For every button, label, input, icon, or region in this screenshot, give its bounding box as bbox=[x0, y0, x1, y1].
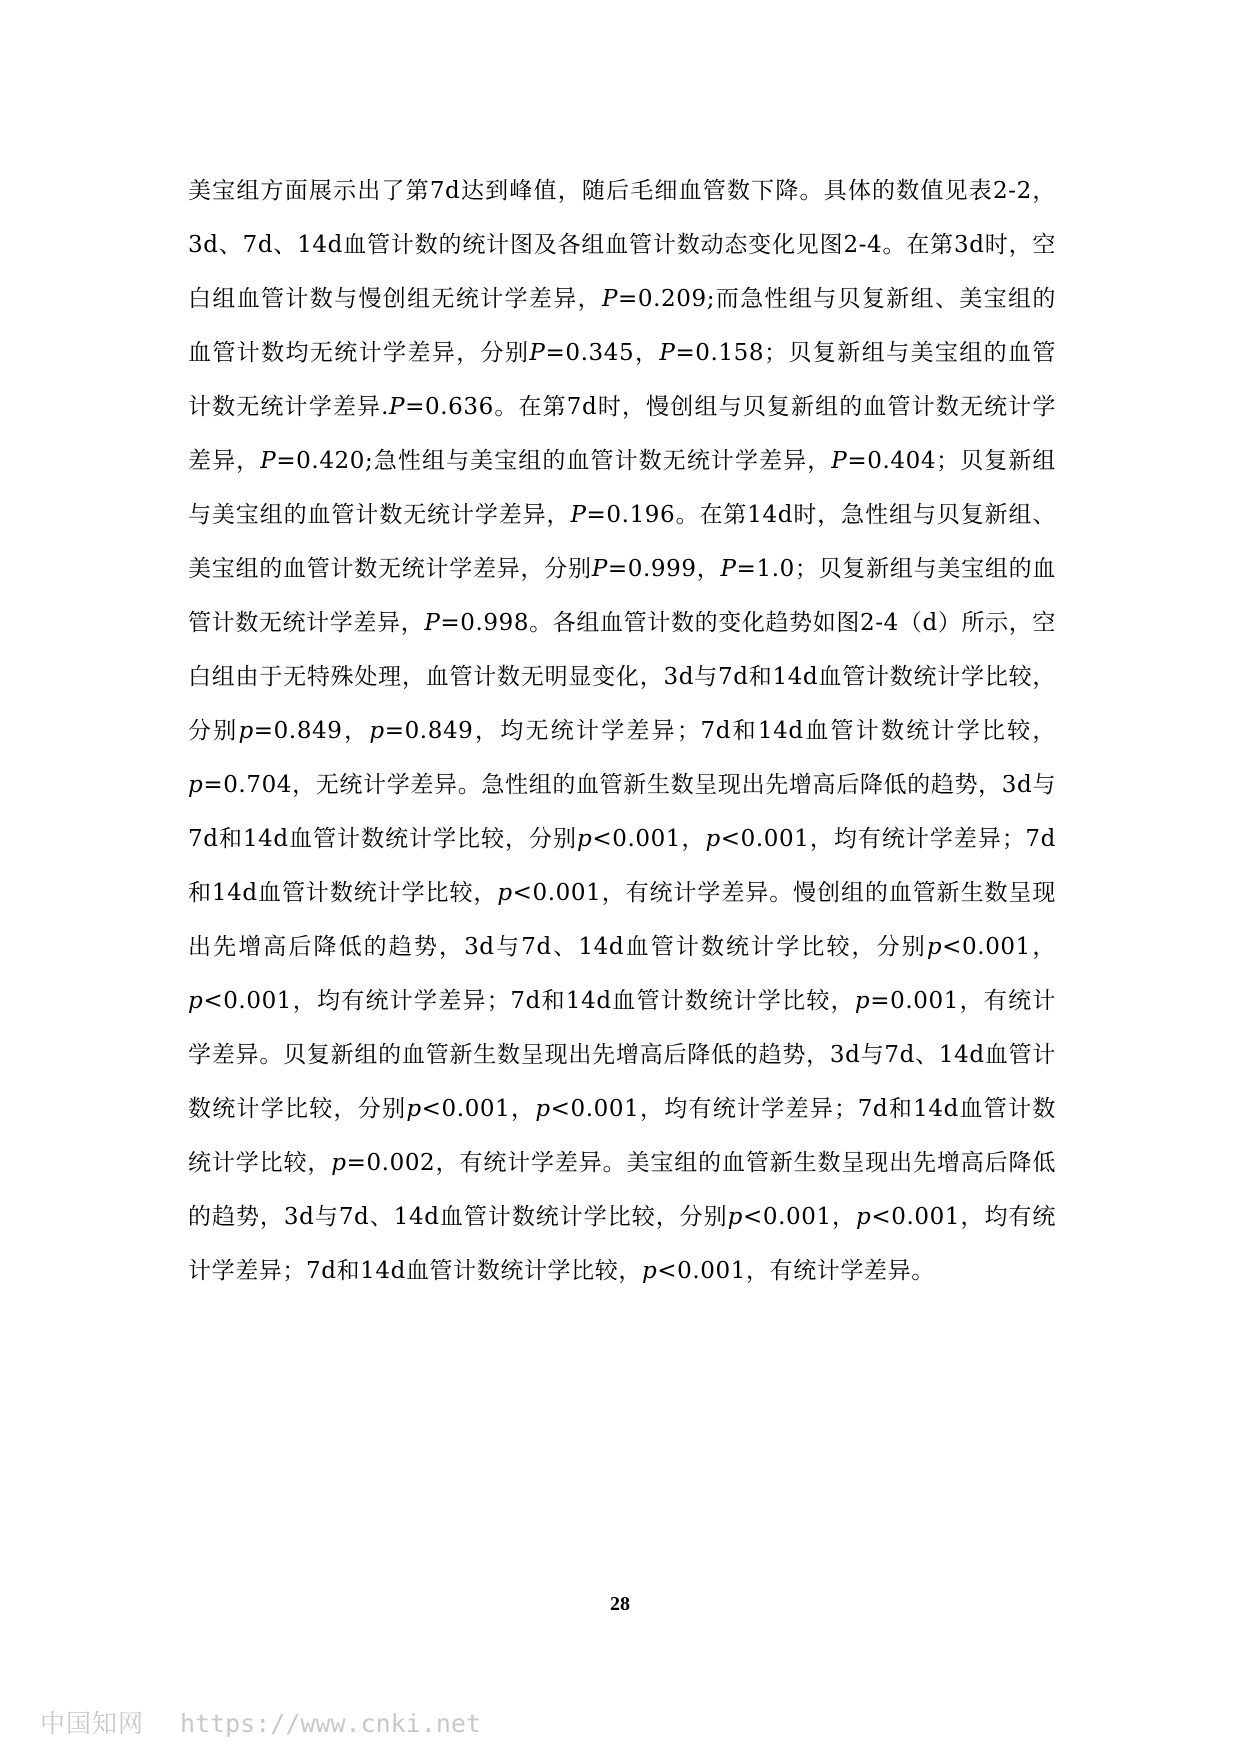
text-segment: =0.209;而急性组与贝复新组、美宝组的血管计数均无统计学差异，分别 bbox=[188, 286, 1056, 366]
p-value-symbol: P bbox=[570, 502, 587, 528]
p-value-symbol: P bbox=[529, 340, 546, 366]
text-segment: =0.158；贝复新组与美宝组的血管计数无统计学差异. bbox=[188, 340, 1056, 420]
p-value-symbol: P bbox=[831, 448, 848, 474]
text-segment: <0.001，均有统计学差异；7d和14d血管计数统计学比较， bbox=[188, 1204, 1057, 1284]
text-segment: <0.001， bbox=[742, 1204, 857, 1230]
text-segment: =0.001，有统计学差异。贝复新组的血管新生数呈现出先增高后降低的趋势，3d与7d、14d血管计数统计学比较，分别 bbox=[188, 988, 1057, 1122]
p-value-symbol: P bbox=[260, 448, 277, 474]
text-segment: 美宝组方面展示出了第7d达到峰值，随后毛细血管数下降。具体的数值见表2-2，3d、7d、14d血管计数的统计图及各组血管计数动态变化见图2-4。在第3d时，空白组血管计数与慢创组无统计学差异， bbox=[188, 178, 1056, 312]
text-segment: =0.999， bbox=[607, 556, 721, 582]
text-segment: =1.0；贝复新组与美宝组的血管计数无统计学差异， bbox=[188, 556, 1056, 636]
text-segment: <0.001， bbox=[592, 826, 706, 852]
text-segment: =0.849，均无统计学差异；7d和14d血管计数统计学比较， bbox=[384, 718, 1056, 744]
text-segment: =0.636。在第7d时，慢创组与贝复新组的血管计数无统计学差异， bbox=[188, 394, 1056, 474]
text-segment: <0.001，均有统计学差异；7d和14d血管计数统计学比较， bbox=[188, 1096, 1056, 1176]
p-value-symbol: p bbox=[535, 1096, 551, 1122]
text-segment: =0.002，有统计学差异。美宝组的血管新生数呈现出先增高后降低的趋势，3d与7d、14d血管计数统计学比较，分别 bbox=[188, 1150, 1056, 1230]
p-value-symbol: P bbox=[591, 556, 608, 582]
p-value-symbol: P bbox=[389, 394, 406, 420]
page-number: 28 bbox=[610, 1593, 630, 1615]
p-value-symbol: p bbox=[238, 718, 254, 744]
p-value-symbol: P bbox=[720, 556, 737, 582]
p-value-symbol: p bbox=[577, 826, 593, 852]
text-segment: <0.001，有统计学差异。 bbox=[657, 1258, 935, 1284]
text-segment: <0.001， bbox=[942, 934, 1056, 960]
p-value-symbol: p bbox=[188, 772, 204, 798]
body-paragraph bbox=[188, 164, 1056, 1298]
text-segment: =0.998。各组血管计数的变化趋势如图2-4（d）所示，空白组由于无特殊处理，血管计数无明显变化，3d与7d和14d血管计数统计学比较，分别 bbox=[188, 610, 1056, 744]
p-value-symbol: p bbox=[854, 988, 871, 1014]
watermark-brand: 中国知网 bbox=[40, 1709, 145, 1738]
p-value-symbol: p bbox=[406, 1096, 422, 1122]
p-value-symbol: p bbox=[727, 1204, 743, 1230]
text-segment: <0.001，均有统计学差异；7d和14d血管计数统计学比较， bbox=[203, 988, 855, 1014]
p-value-symbol: p bbox=[926, 934, 943, 960]
text-segment: =0.704，无统计学差异。急性组的血管新生数呈现出先增高后降低的趋势，3d与7d和14d血管计数统计学比较，分别 bbox=[188, 772, 1056, 852]
p-value-symbol: p bbox=[497, 880, 513, 906]
text-segment: <0.001， bbox=[421, 1096, 536, 1122]
p-value-symbol: p bbox=[705, 826, 721, 852]
text-segment: =0.849， bbox=[253, 718, 370, 744]
p-value-symbol: p bbox=[641, 1258, 658, 1284]
p-value-symbol: P bbox=[424, 610, 441, 636]
watermark-url: https://www.cnki.net bbox=[179, 1709, 481, 1738]
p-value-symbol: P bbox=[601, 286, 619, 312]
cnki-watermark bbox=[40, 1704, 481, 1740]
text-segment: <0.001，均有统计学差异；7d和14d血管计数统计学比较， bbox=[188, 826, 1056, 906]
p-value-symbol: p bbox=[188, 988, 204, 1014]
text-segment: <0.001，有统计学差异。慢创组的血管新生数呈现出先增高后降低的趋势，3d与7d、14d血管计数统计学比较，分别 bbox=[188, 880, 1056, 960]
p-value-symbol: p bbox=[369, 718, 385, 744]
p-value-symbol: P bbox=[659, 340, 676, 366]
text-segment: =0.420;急性组与美宝组的血管计数无统计学差异， bbox=[276, 448, 832, 474]
p-value-symbol: p bbox=[856, 1204, 872, 1230]
text-segment: =0.404；贝复新组与美宝组的血管计数无统计学差异， bbox=[188, 448, 1056, 528]
text-segment: =0.196。在第14d时，急性组与贝复新组、美宝组的血管计数无统计学差异，分别 bbox=[188, 502, 1057, 582]
p-value-symbol: p bbox=[331, 1150, 347, 1176]
text-segment: =0.345， bbox=[545, 340, 660, 366]
